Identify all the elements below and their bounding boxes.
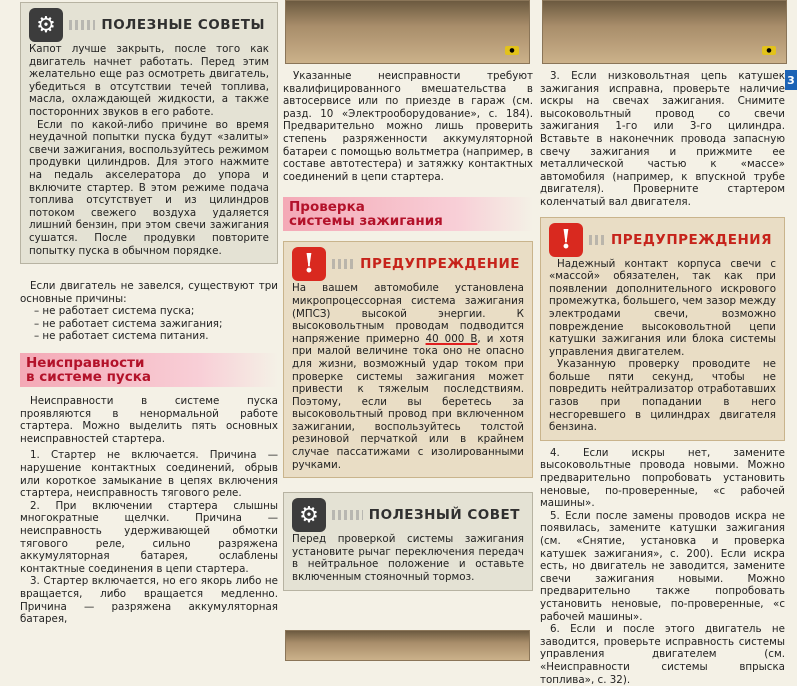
section-title-ignition — [283, 197, 533, 231]
body-paragraph: Неисправности в системе пуска проявляются в ненормальной работе стартера. Можно выделить пять основных неисправностей стартера. — [20, 395, 278, 445]
useful-tip-box — [283, 492, 533, 590]
warning-header — [292, 246, 524, 282]
useful-tips-header — [29, 7, 269, 43]
tip-paragraph: Если по какой-либо причине во время неудачной попытки пуска будут «залиты» свечи зажигания, воспользуйтесь режимом продувки цилиндров. Для этого нажмите на педаль акселератора до упора и включите стартер. В этом режиме подача топлива отсутствует и из цилиндров потоком свежего воздуха удаляется лишний бензин, при этом свечи зажигания сушатся. После продувки повторите попытку пуска в обычном порядке. — [29, 118, 269, 257]
warning-text-end: , и хотя при малой величине тока оно не опасно для жизни, возможный удар током при проверке системы зажигания может привести к тяжелым последствиям. Поэтому, если вы беретесь за высоковольтный провод при включенном зажигании, воспользуйтесь толстой резиновой перчаткой или в крайнем случае пассатижами с изолированными ручками. — [292, 332, 524, 471]
warning-text: Надежный контакт корпуса свечи с «массой» обязателен, так как при появлении дополнительного искрового промежутка, большего, чем зазор между электродами свечи, возможно повреждение высоковольтной цепи катушки зажигания или блока системы управления двигателем. — [549, 257, 776, 358]
header-dots — [589, 235, 605, 245]
warning-text-start: На вашем автомобиле установлена микропроцессорная система зажигания (МПСЗ) высокой энергии. К высоковольтным проводам подводится напряжение примерно — [292, 282, 524, 345]
body-paragraph: 5. Если после замены проводов искра не появилась, замените катушки зажигания (см. «Снятие, установка и проверка катушек зажигания», с. 200). Если искра есть, но двигатель не заводится, замените свечи зажигания новыми. Можно предварительно также попробовать установить неновые, по-проверенные, «с рабочей машины». — [540, 509, 785, 623]
tip-paragraph: Капот лучше закрыть, после того как двигатель начнет работать. Перед этим желательно еще раз осмотреть двигатель, убедиться в отсутствии течей топлива, масла, охлаждающей жидкости, а также посторонних звуков в его работе. — [29, 43, 269, 118]
header-dots — [69, 20, 95, 30]
section-title-line: Неисправности — [26, 355, 145, 372]
column-left — [20, 0, 278, 626]
bottom-photo — [285, 630, 530, 661]
exclamation-icon: ! — [549, 223, 583, 257]
header-dots — [332, 510, 363, 520]
page-tab: 3 — [785, 70, 797, 90]
header-dots — [332, 259, 354, 269]
body-paragraph: 1. Стартер не включается. Причина — нарушение контактных соединений, обрыв или короткое замыкание в цепях включения стартера, неисправность тягового реле. — [20, 449, 278, 500]
body-paragraph: 3. Если низковольтная цепь катушек зажигания исправна, проверьте наличие искры на свечах зажигания. Снимите высоковольтный провод со свечи зажигания 1-го или 3-го цилиндра. Вставьте в наконечник провода запасную свечу зажигания и прижмите ее металлической частью к «массе» автомобиля (например, к впускной трубе двигателя). Проверните стартером коленчатый вал двигателя. — [540, 70, 785, 208]
list-item: – не работает система пуска; — [34, 305, 195, 318]
car-icon: ● — [762, 46, 776, 55]
section-title-line: системы зажигания — [289, 213, 443, 230]
warning-title: ПРЕДУПРЕЖДЕНИЕ — [360, 256, 520, 273]
section-title-starter — [20, 353, 278, 387]
warnings-title: ПРЕДУПРЕЖДЕНИЯ — [610, 231, 772, 248]
list-item: – не работает система зажигания; — [34, 317, 223, 330]
ignition-photo — [542, 0, 787, 64]
body-paragraph: 3. Стартер включается, но его якорь либо не вращается, либо вращается медленно. Причина — разряжена аккумуляторная батарея, — [20, 575, 278, 626]
warning-box — [283, 241, 533, 478]
wrench-icon: ⚙ — [292, 498, 326, 532]
reasons-list — [20, 305, 278, 343]
intro-text: Если двигатель не завелся, существуют три основные причины: — [20, 280, 278, 305]
warnings-header — [549, 222, 776, 258]
column-middle — [283, 70, 533, 591]
warnings-box — [540, 217, 785, 441]
body-paragraph: 2. При включении стартера слышны многократные щелчки. Причина — неисправность удерживающей обмотки тягового реле, сильно разряжена аккумуляторная батарея, ослаблены контактные соединения в цепи стартера. — [20, 499, 278, 575]
engine-photo — [285, 0, 530, 64]
section-title-line: Проверка — [289, 199, 365, 216]
body-paragraph: 6. Если и после этого двигатель не заводится, проверьте исправность системы управления двигателем (см. «Неисправности системы впрыска топлива», с. 32). — [540, 623, 785, 686]
tip-text: Перед проверкой системы зажигания установите рычаг переключения передач в нейтральное положение и оставьте включенным стояночный тормоз. — [292, 533, 524, 584]
voltage-value: 40 000 В — [425, 332, 478, 345]
useful-tip-header — [292, 497, 524, 533]
useful-tips-title: ПОЛЕЗНЫЕ СОВЕТЫ — [101, 17, 265, 33]
body-paragraph: 4. Если искры нет, замените высоковольтные провода новыми. Можно предварительно попробовать установить неновые, по-проверенные, «с рабочей машины». — [540, 446, 785, 510]
useful-tip-title: ПОЛЕЗНЫЙ СОВЕТ — [368, 507, 520, 524]
car-icon: ● — [505, 46, 519, 55]
useful-tips-box — [20, 2, 278, 264]
exclamation-icon: ! — [292, 247, 326, 281]
section-title-line: в системе пуска — [26, 369, 151, 386]
list-item: – не работает система питания. — [34, 330, 209, 343]
warning-text: Указанную проверку проводите не больше пяти секунд, чтобы не повредить нейтрализатор отработавших газов при попадании в него несгоревшего в цилиндрах двигателя бензина. — [549, 358, 776, 434]
wrench-icon: ⚙ — [29, 8, 63, 42]
body-paragraph: Указанные неисправности требуют квалифицированного вмешательства в автосервисе или по приезде в гараж (см. разд. 10 «Электрооборудование», с. 184). Предварительно можно лишь проверить степень разряженности аккумуляторной батареи с помощью вольтметра (например, в составе автотестера) и затяжку контактных соединений в цепи стартера. — [283, 70, 533, 183]
warning-text — [292, 282, 524, 471]
column-right — [540, 70, 785, 686]
